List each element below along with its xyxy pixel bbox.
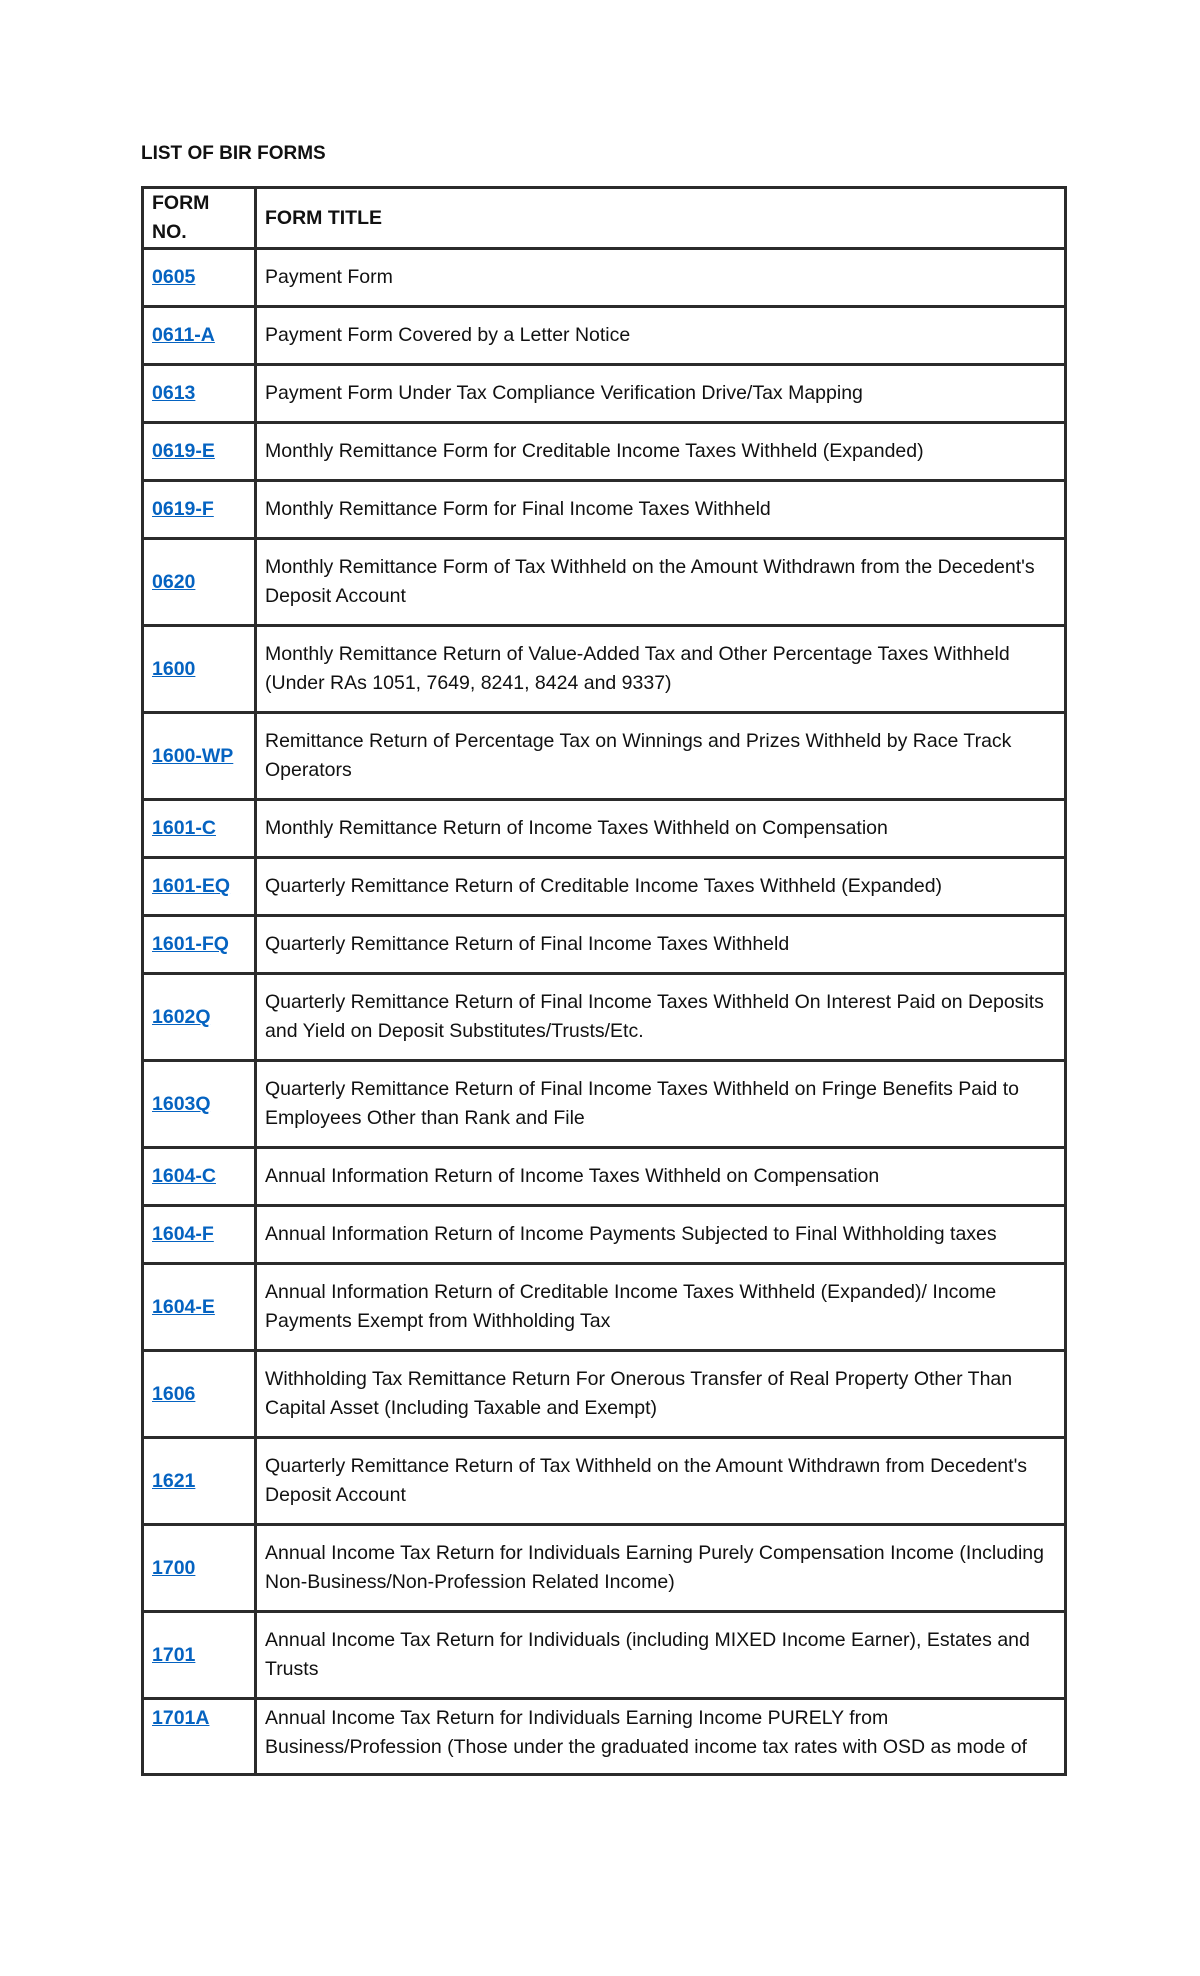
table-row — [143, 423, 1066, 481]
form-no-link[interactable]: 0619-F — [152, 498, 214, 520]
table-row — [143, 858, 1066, 916]
form-no-cell — [143, 307, 256, 365]
header-form-no: FORM NO. — [143, 188, 256, 249]
form-no-cell — [143, 249, 256, 307]
table-row — [143, 1264, 1066, 1351]
form-no-link[interactable]: 1600-WP — [152, 744, 234, 767]
form-title-cell: Monthly Remittance Form for Creditable Income Taxes Withheld (Expanded) — [256, 423, 1066, 481]
form-no-cell — [143, 423, 256, 481]
form-no-cell — [143, 974, 256, 1061]
form-no-link[interactable]: 1600 — [152, 657, 196, 680]
table-row — [143, 365, 1066, 423]
form-no-cell — [143, 1351, 256, 1438]
form-title-cell: Quarterly Remittance Return of Final Income Taxes Withheld on Fringe Benefits Paid to Employees Other than Rank and File — [256, 1061, 1066, 1148]
form-title-cell: Withholding Tax Remittance Return For Onerous Transfer of Real Property Other Than Capital Asset (Including Taxable and Exempt) — [256, 1351, 1066, 1438]
form-title-cell: Payment Form Covered by a Letter Notice — [256, 307, 1066, 365]
table-row — [143, 1525, 1066, 1612]
form-no-cell — [143, 1264, 256, 1351]
table-row — [143, 916, 1066, 974]
page-title: LIST OF BIR FORMS — [141, 143, 326, 164]
form-title-cell: Monthly Remittance Return of Income Taxes Withheld on Compensation — [256, 800, 1066, 858]
form-no-link[interactable]: 0613 — [152, 382, 196, 404]
form-title-cell: Quarterly Remittance Return of Final Income Taxes Withheld On Interest Paid on Deposits and Yield on Deposit Substitutes/Trusts/Etc. — [256, 974, 1066, 1061]
table-row — [143, 539, 1066, 626]
form-no-link[interactable]: 1601-EQ — [152, 875, 231, 897]
form-no-link[interactable]: 1606 — [152, 1382, 196, 1405]
form-no-cell — [143, 481, 256, 539]
form-no-link[interactable]: 1701 — [152, 1643, 196, 1666]
forms-table-body — [143, 249, 1066, 1775]
form-title-cell: Quarterly Remittance Return of Creditable Income Taxes Withheld (Expanded) — [256, 858, 1066, 916]
form-no-cell — [143, 365, 256, 423]
table-row — [143, 481, 1066, 539]
table-row — [143, 800, 1066, 858]
forms-table — [141, 186, 1067, 1776]
form-title-cell: Annual Information Return of Creditable Income Taxes Withheld (Expanded)/ Income Payments Exempt from Withholding Tax — [256, 1264, 1066, 1351]
form-no-cell — [143, 626, 256, 713]
table-header-row — [143, 188, 1066, 249]
form-no-link[interactable]: 1601-FQ — [152, 933, 229, 955]
form-no-cell — [143, 916, 256, 974]
table-row — [143, 713, 1066, 800]
form-no-link[interactable]: 1602Q — [152, 1005, 211, 1028]
form-title-cell: Monthly Remittance Form of Tax Withheld on the Amount Withdrawn from the Decedent's Deposit Account — [256, 539, 1066, 626]
form-title-cell: Remittance Return of Percentage Tax on Winnings and Prizes Withheld by Race Track Operators — [256, 713, 1066, 800]
table-row — [143, 249, 1066, 307]
form-no-cell — [143, 713, 256, 800]
table-row — [143, 1351, 1066, 1438]
form-no-link[interactable]: 0611-A — [152, 324, 215, 346]
form-title-cell: Payment Form Under Tax Compliance Verification Drive/Tax Mapping — [256, 365, 1066, 423]
form-no-cell — [143, 1061, 256, 1148]
form-title-cell: Monthly Remittance Form for Final Income Taxes Withheld — [256, 481, 1066, 539]
form-no-cell — [143, 1148, 256, 1206]
form-no-cell — [143, 858, 256, 916]
form-no-link[interactable]: 1604-E — [152, 1295, 215, 1318]
form-no-link[interactable]: 0605 — [152, 266, 196, 288]
form-no-link[interactable]: 1604-C — [152, 1165, 216, 1187]
form-title-cell: Annual Income Tax Return for Individuals Earning Income PURELY from Business/Profession (Those under the graduated income tax rates with OSD as mode of — [256, 1699, 1066, 1775]
table-row — [143, 1061, 1066, 1148]
form-no-cell — [143, 539, 256, 626]
form-no-cell — [143, 1438, 256, 1525]
table-row — [143, 1438, 1066, 1525]
form-title-cell: Annual Income Tax Return for Individuals (including MIXED Income Earner), Estates and Trusts — [256, 1612, 1066, 1699]
table-row — [143, 1148, 1066, 1206]
form-title-cell: Quarterly Remittance Return of Final Income Taxes Withheld — [256, 916, 1066, 974]
form-no-cell — [143, 800, 256, 858]
table-row — [143, 1612, 1066, 1699]
form-no-link[interactable]: 1701A — [152, 1707, 210, 1729]
form-no-link[interactable]: 1603Q — [152, 1092, 211, 1115]
table-row — [143, 974, 1066, 1061]
form-title-cell: Annual Information Return of Income Payments Subjected to Final Withholding taxes — [256, 1206, 1066, 1264]
header-form-title: FORM TITLE — [256, 188, 1066, 249]
form-no-cell — [143, 1525, 256, 1612]
form-no-cell — [143, 1699, 256, 1775]
form-title-cell: Annual Income Tax Return for Individuals Earning Purely Compensation Income (Including Non-Business/Non-Profession Related Income) — [256, 1525, 1066, 1612]
table-row — [143, 626, 1066, 713]
table-row — [143, 307, 1066, 365]
form-no-link[interactable]: 0620 — [152, 570, 196, 593]
form-no-cell — [143, 1206, 256, 1264]
form-no-cell — [143, 1612, 256, 1699]
form-title-cell: Monthly Remittance Return of Value-Added Tax and Other Percentage Taxes Withheld (Under RAs 1051, 7649, 8241, 8424 and 9337) — [256, 626, 1066, 713]
form-title-cell: Payment Form — [256, 249, 1066, 307]
form-no-link[interactable]: 1601-C — [152, 817, 216, 839]
form-title-cell: Annual Information Return of Income Taxes Withheld on Compensation — [256, 1148, 1066, 1206]
table-row — [143, 1699, 1066, 1775]
form-no-link[interactable]: 0619-E — [152, 440, 215, 462]
form-title-cell: Quarterly Remittance Return of Tax Withheld on the Amount Withdrawn from Decedent's Deposit Account — [256, 1438, 1066, 1525]
form-no-link[interactable]: 1604-F — [152, 1223, 214, 1245]
form-no-link[interactable]: 1621 — [152, 1469, 196, 1492]
form-no-link[interactable]: 1700 — [152, 1556, 196, 1579]
table-row — [143, 1206, 1066, 1264]
